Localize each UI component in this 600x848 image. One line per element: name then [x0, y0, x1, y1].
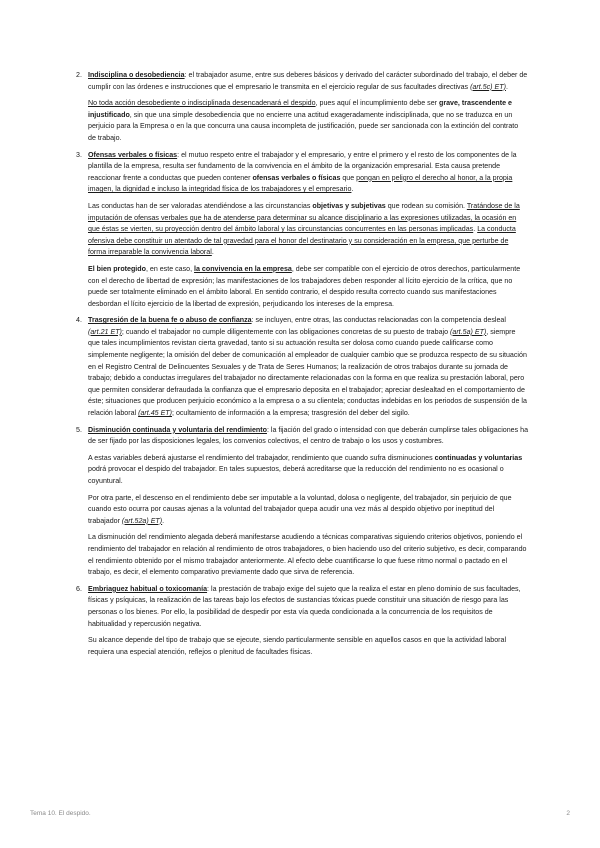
paragraph: [88, 150, 528, 196]
text-segment: , en este caso,: [145, 264, 195, 273]
paragraph: [88, 201, 528, 259]
text-segment: Embriaguez habitual o toxicomanía: [88, 584, 208, 593]
text-segment: Disminución continuada y voluntaria del rendimiento: [88, 425, 267, 434]
list-item: [76, 425, 528, 579]
text-segment: .: [351, 185, 354, 194]
text-segment: la convivencia en la empresa: [194, 264, 292, 273]
text-segment: : la fijación del grado o intensidad con que deberán cumplirse tales obligaciones ha de ser fijado por las disposiciones legales, los convenios colectivos, el centro de trabajo o los usos y costumbres.: [88, 425, 529, 446]
text-segment: Las conductas han de ser valoradas atendiéndose a las circunstancias: [88, 201, 313, 210]
text-segment: Tratándose de la imputación de ofensas verbales que ha de atenderse para determinar su alcance disciplinario a las expresiones utilizadas, la ocasión en que éstas se vierten, su proyección dentro del ámbito laboral y las circunstancias concurrentes en las personas implicadas: [88, 201, 520, 234]
list-item-number: 6.: [76, 584, 82, 593]
text-segment: (art.5a) ET): [450, 327, 487, 336]
text-segment: ; ocultamiento de información a la empresa; trasgresión del deber del sigilo.: [172, 409, 410, 418]
text-segment: La disminución del rendimiento alegada deberá manifestarse acudiendo a técnicas comparativas siguiendo criterios objetivos, poniendo el rendimiento del trabajador en relación al rendimiento de otros trabajadores, o bien haciendo uso del criterio subjetivo, es decir, comparando el rendimiento obtenido por el mismo trabajador anteriormente. Al efecto debe cuantificarse lo que fuese ritmo normal o pactado en el trabajo, es decir, el elemento comparativo previamente dado que sirva de referencia.: [88, 533, 527, 577]
page-number: 2: [566, 810, 570, 817]
text-segment: ofensas verbales o físicas: [252, 173, 341, 182]
text-segment: pongan en peligro el derecho al honor, a la propia imagen, la dignidad e incluso la integridad física de los trabajadores y el empresario: [88, 173, 513, 194]
text-segment: , siempre que tales incumplimientos revistan cierta gravedad, tanto si su actuación resulta ser dolosa como cuando puede calificarse como simplemente negligente; la omisión del deber de comunicación al empleador de cualquier cambio que se produzca respecto de su situación en el Registro Central de Delincuentes Sexuales y de Trata de Seres Humanos; la realización de otros trabajos durante su jornada de trabajo; debido a conductas irregulares del trabajador no directamente relacionadas con la forma en que realiza su prestación laboral, pero que permiten considerar defraudada la confianza que el empresario deposita en el trabajador; apreciar deslealtad en el comportamiento de éste; situaciones que producen perjuicio económico a la empresa o a su clientela; conductas indebidas en los periodos de suspensión de la relación laboral: [88, 327, 527, 418]
paragraph: [88, 493, 528, 528]
footer-title: Tema 10. El despido.: [30, 810, 91, 817]
list-item: [76, 584, 528, 659]
text-segment: .: [211, 248, 214, 257]
text-segment: .: [162, 516, 165, 525]
text-segment: .: [505, 82, 508, 91]
text-segment: La conducta ofensiva debe constituir un atentado de tal gravedad para el honor del destinatario y su consideración en la empresa, que perturbe de forma irreparable la convivencia laboral: [88, 225, 516, 257]
text-segment: Ofensas verbales o físicas: [88, 150, 178, 159]
text-segment: Trasgresión de la buena fe o abuso de confianza: [88, 316, 252, 325]
list-item: [76, 315, 528, 419]
text-segment: (art.21 ET): [88, 327, 122, 336]
list-item-number: 4.: [76, 316, 82, 325]
text-segment: A estas variables deberá ajustarse el rendimiento del trabajador, rendimiento que cuando sufra disminuciones: [88, 453, 435, 462]
text-segment: (art.45 ET): [138, 409, 172, 418]
list-item: [76, 70, 528, 145]
list-item: [76, 150, 528, 311]
text-segment: Su alcance depende del tipo de trabajo que se ejecute, siendo particularmente sensible en aquellos casos en que la actividad laboral requiera una especial atención, reflejos o plenitud de facultades físicas.: [88, 636, 507, 656]
text-segment: podrá provocar el despido del trabajador. En tales supuestos, deberá acreditarse que la reducción del rendimiento no es ocasional o coyuntural.: [88, 465, 504, 485]
text-segment: que: [340, 173, 357, 182]
paragraph: [88, 584, 528, 630]
text-segment: , sin que una simple desobediencia que no encierre una actitud exageradamente indisciplinada, que no se traduzca en un perjuicio para la Empresa o en la que concurra una causa incompleta de justificación, puede ser sancionada con la extinción del contrato de trabajo.: [88, 110, 519, 142]
text-segment: : la prestación de trabajo exige del sujeto que la realiza el estar en pleno dominio de sus facultades, físicas y psíquicas, la realización de las tareas bajo los efectos de sustancias tóxicas puede constituir una situación de riesgo para las personas o los bienes. Por ello, la posibilidad de despedir por esta vía queda condicionada a la concurrencia de los requisitos de habitualidad y repercusión negativa.: [88, 584, 521, 628]
paragraph: [88, 635, 528, 658]
text-segment: : el mutuo respeto entre el trabajador y el empresario, y entre el primero y el resto de los componentes de la plantilla de la empresa, resulta ser fundamento de la convivencia en el ámbito de la organización empresarial. Esta causa pretende reaccionar frente a conductas que pueden contener: [88, 150, 517, 182]
text-segment: Por otra parte, el descenso en el rendimiento debe ser imputable a la voluntad, dolosa o negligente, del trabajador, sin perjuicio de que cuando esto ocurra por causas ajenas a la voluntad del trabajador quepa acudir una vez más al despido objetivo por ineptitud del trabajador: [88, 493, 512, 525]
paragraph: [88, 532, 528, 578]
paragraph: [88, 315, 528, 419]
text-segment: continuadas y voluntarias: [434, 453, 523, 462]
list-item-number: 3.: [76, 150, 82, 159]
text-segment: ; cuando el trabajador no cumple diligentemente con las obligaciones concretas de su puesto de trabajo: [121, 327, 451, 336]
text-segment: , debe ser compatible con el ejercicio de otros derechos, particularmente con el derecho de libertad de expresión; las manifestaciones de los trabajadores deben responder al lícito ejercicio de la crítica, que no puede ser totalmente eliminado en el ámbito laboral. En sentido contrario, el despido resulta correcto cuando sus manifestaciones desbordan el lícito ejercicio de la libertad de expresión, perjudicando los intereses de la empresa.: [88, 264, 521, 308]
text-segment: : se incluyen, entre otras, las conductas relacionadas con la competencia desleal: [251, 316, 506, 325]
text-segment: , pues aquí el incumplimiento debe ser: [315, 99, 439, 108]
paragraph: [88, 453, 528, 488]
paragraph: [88, 98, 528, 144]
paragraph: [88, 70, 528, 93]
text-segment: (art.52a) ET): [121, 516, 163, 525]
text-segment: que rodean su comisión.: [385, 201, 467, 210]
text-segment: grave, trascendente e injustificado: [88, 99, 512, 119]
text-segment: No toda acción desobediente o indisciplinada desencadenará el despido: [88, 99, 316, 108]
text-segment: (art.5c) ET): [470, 82, 506, 91]
list-item-number: 5.: [76, 425, 82, 434]
text-segment: .: [473, 225, 478, 234]
paragraph: [88, 425, 528, 448]
text-segment: objetivas y subjetivas: [312, 201, 386, 210]
text-segment: El bien protegido: [88, 264, 146, 273]
text-segment: Indisciplina o desobediencia: [88, 71, 185, 79]
document-body: [76, 70, 528, 663]
text-segment: : el trabajador asume, entre sus deberes básicos y derivado del carácter subordinado del trabajo, el deber de cumplir con las órdenes e instrucciones que el empresario le transmita en el ejercicio regular de sus facultades directivas: [88, 71, 528, 91]
list-item-number: 2.: [76, 71, 82, 79]
paragraph: [88, 264, 528, 310]
